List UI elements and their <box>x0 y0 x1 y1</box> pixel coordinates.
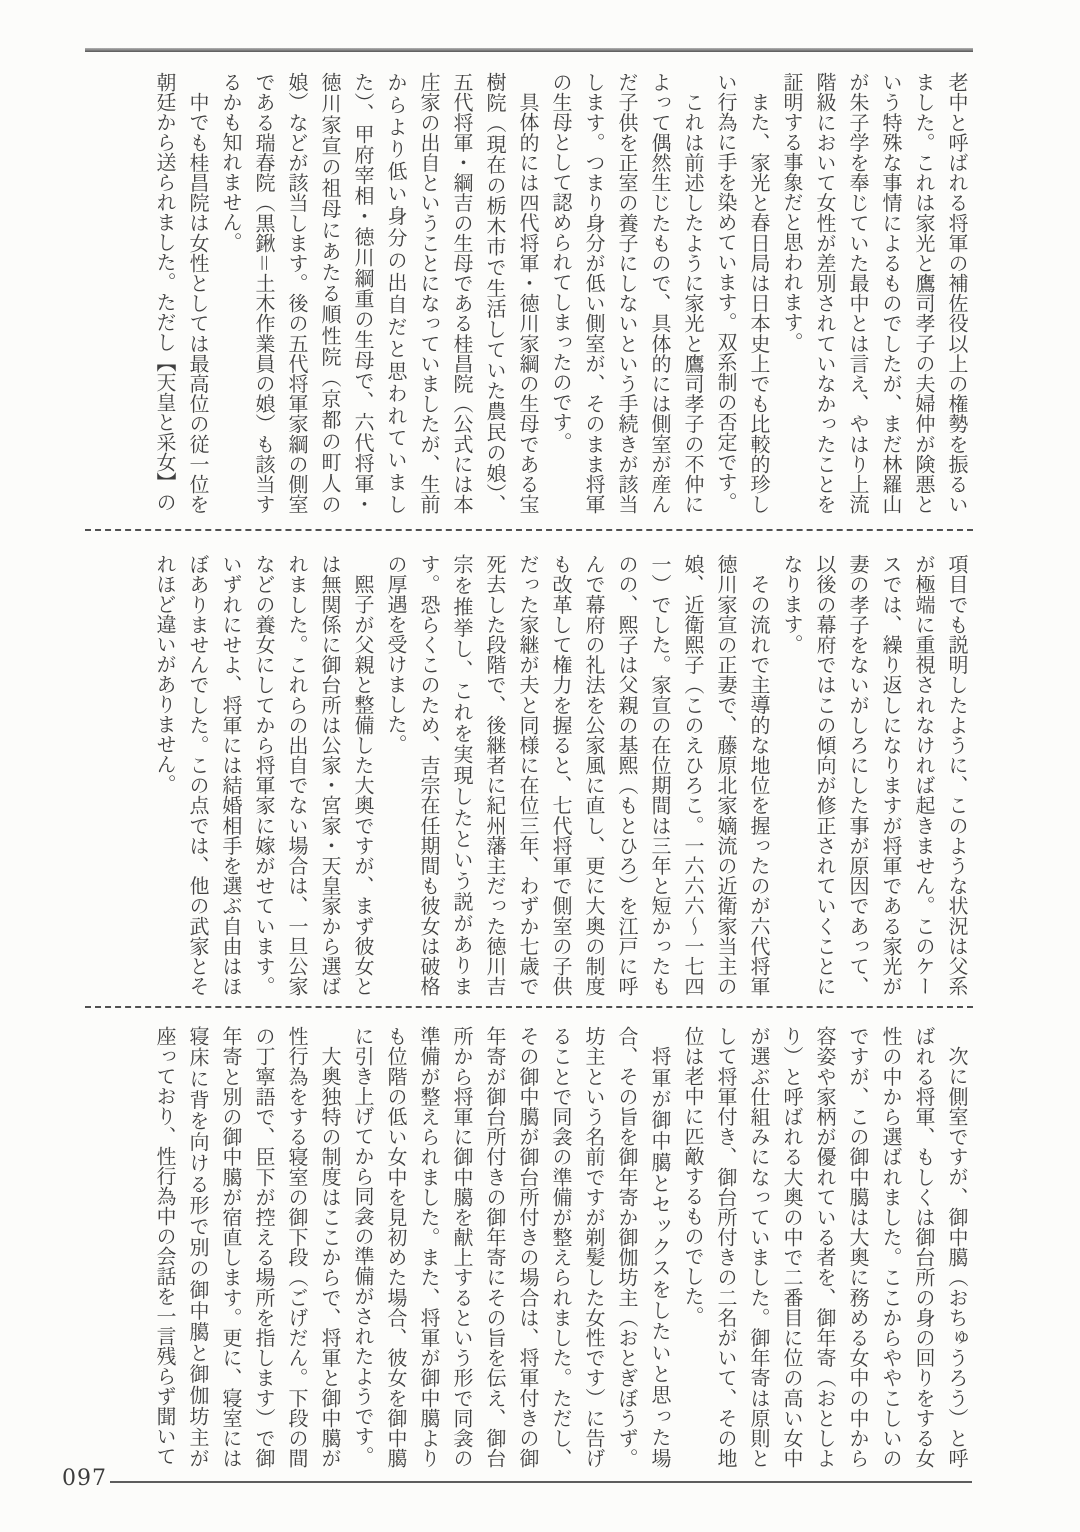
top-border-rule <box>85 48 973 52</box>
section-divider-dashed-1 <box>85 529 973 531</box>
paragraph: その流れで主導的な地位を握ったのが六代将軍徳川家宣の正妻で、藤原北家嫡流の近衛家当主の娘、近衛熙子（このえひろこ。一六六六〜一七四一）でした。家宣の在位期間は三年と短かったものの、熙子は父親の基熙（もとひろ）を江戸に呼んで幕府の礼法を公家風に直し、更に大奥の制度も改革して権力を握ると、七代将軍で側室の子供だった家継が夫と同様に在位三年、わずか七歳で死去した段階で、後継者に紀州藩主だった徳川吉宗を推挙し、これを実現したという説があります。恐らくこのため、吉宗在任期間も彼女は破格の厚遇を受けました。 <box>384 554 771 996</box>
paragraph: 熙子が父親と整備した大奥ですが、まず彼女とは無関係に御台所は公家・宮家・天皇家から選ばれました。これらの出自でない場合は、一旦公家などの養女にしてから将軍家に嫁がせています。いずれにせよ、将軍には結婚相手を選ぶ自由はほぼありませんでした。この点では、他の武家とそれほど違いがありません。 <box>153 554 375 996</box>
section-top <box>85 72 973 514</box>
section-bottom <box>85 1026 973 1468</box>
section-divider-dashed-2 <box>85 1006 973 1008</box>
paragraph: 次に側室ですが、御中臈（おちゅうろう）と呼ばれる将軍、もしくは御台所の身の回りをする女性の中から選ばれました。ここからややこしいのですが、この御中臈は大奥に務める女中の中から容姿や家柄が優れている者を、御年寄（おとしより）と呼ばれる大奥の中で二番目に位の高い女中が選ぶ仕組みになっていました。御年寄は原則として将軍付き、御台所付きの二名がいて、その地位は老中に匹敵するものでした。 <box>681 1026 969 1468</box>
paragraph: また、家光と春日局は日本史上でも比較的珍しい行為に手を染めています。双系制の否定です。 <box>714 72 771 514</box>
paragraph: 項目でも説明したように、このような状況は父系が極端に重視されなければ起きません。このケースでは、繰り返しになりますが将軍である家光が妻の孝子をないがしろにした事が原因であって、以後の幕府ではこの傾向が修正されていくことになります。 <box>780 554 969 996</box>
paragraph: 具体的には四代将軍・徳川家綱の生母である宝樹院（現在の栃木市で生活していた農民の娘）、五代将軍・綱吉の生母である桂昌院（公式には本庄家の出自ということになっていましたが、生前からより低い身分の出自だと思われていました）、甲府宰相・徳川綱重の生母で、六代将軍・徳川家宣の祖母にあたる順性院（京都の町人の娘）などが該当します。後の五代将軍家綱の側室である瑞春院（黒鍬＝土木作業員の娘）も該当するかも知れません。 <box>219 72 540 514</box>
paragraph: 中でも桂昌院は女性としては最高位の従一位を朝廷から送られました。ただし【天皇と采女】の <box>153 72 210 514</box>
section-middle <box>85 554 973 996</box>
paragraph: 大奥独特の制度はここからで、将軍と御中臈が性行為をする寝室の御下段（ごげだん。下段の間の丁寧語で、臣下が控える場所を指します）で御年寄と別の御中臈が宿直します。更に、寝室には寝床に背を向ける形で別の御中臈と御伽坊主が座っており、性行為中の会話を一言残らず聞いて <box>153 1026 342 1468</box>
paragraph: 将軍が御中臈とセックスをしたいと思った場合、その旨を御年寄か御伽坊主（おとぎぼうず。坊主という名前ですが剃髪した女性です）に告げることで同衾の準備が整えられました。ただし、その御中臈が御台所付きの場合は、将軍付きの御年寄が御台所付きの御年寄にその旨を伝え、御台所から将軍に御中臈を献上するという形で同衾の準備が整えられました。また、将軍が御中臈よりも位階の低い女中を見初めた場合、彼女を御中臈に引き上げてから同衾の準備がされたようです。 <box>351 1026 672 1468</box>
paragraph: 老中と呼ばれる将軍の補佐役以上の権勢を振るいました。これは家光と鷹司孝子の夫婦仲が険悪という特殊な事情によるものでしたが、まだ林羅山が朱子学を奉じていた最中とは言え、やはり上流階級において女性が差別されていなかったことを証明する事象だと思われます。 <box>780 72 969 514</box>
paragraph: これは前述したように家光と鷹司孝子の不仲によって偶然生じたもので、具体的には側室が産んだ子供を正室の養子にしないという手続きが該当します。つまり身分が低い側室が、そのまま将軍の生母として認められてしまったのです。 <box>549 72 705 514</box>
bottom-border-rule <box>110 1481 972 1483</box>
page-number: 097 <box>62 1466 107 1491</box>
